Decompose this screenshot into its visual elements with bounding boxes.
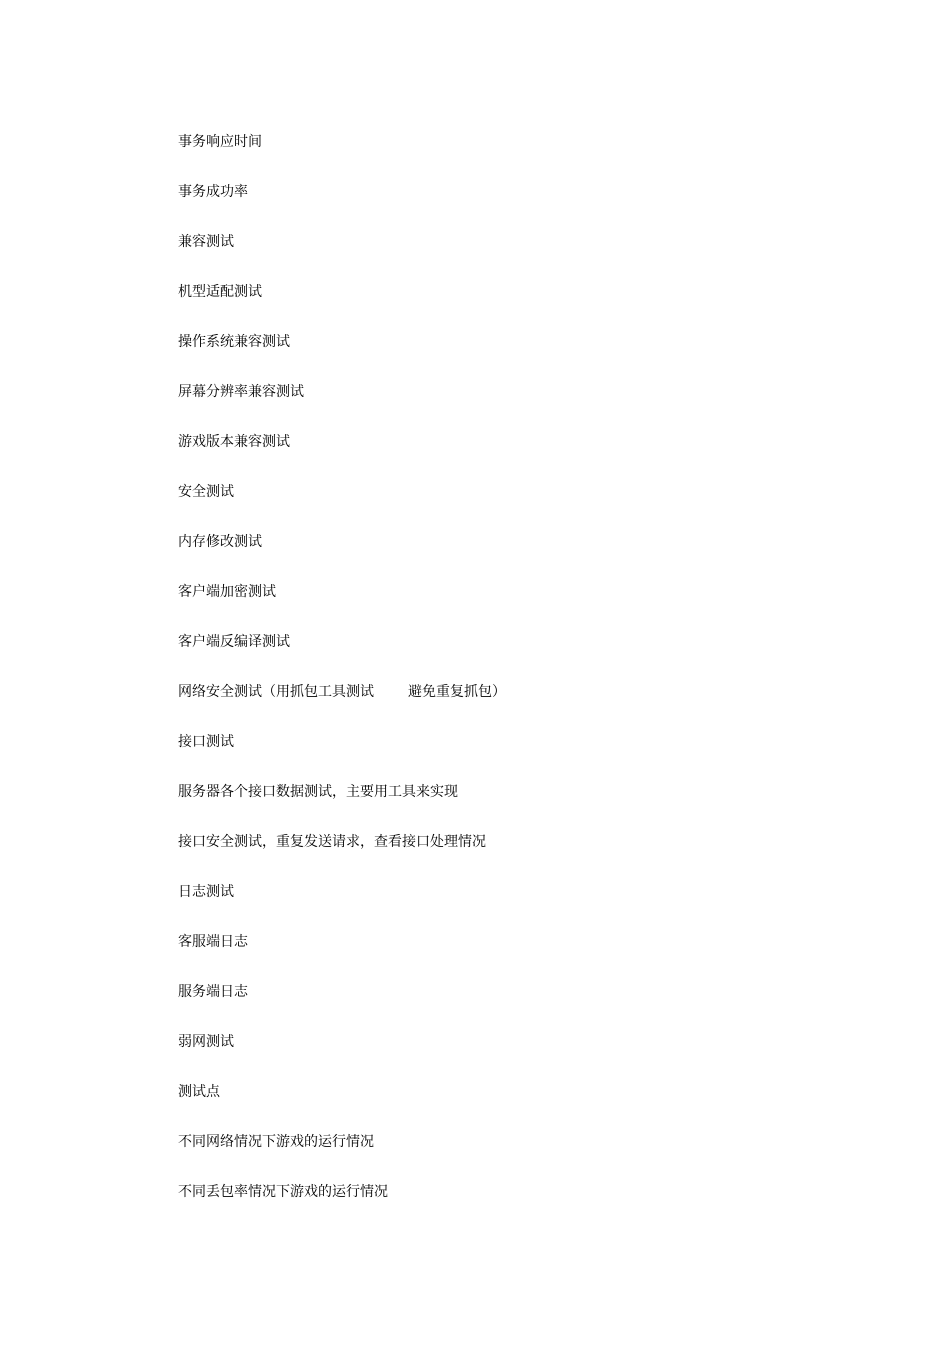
line-text: 不同丢包率情况下游戏的运行情况 [178,1184,388,1200]
line-server-log [178,981,898,1031]
line-packet-loss-conditions [178,1181,898,1231]
line-transaction-success-rate [178,181,898,231]
line-interface-security-testing [178,831,898,881]
line-transaction-response-time [178,131,898,181]
line-resolution-compatibility-testing [178,381,898,431]
line-os-compatibility-testing [178,331,898,381]
line-interface-testing [178,731,898,781]
line-text: 测试点 [178,1084,220,1100]
line-text: 服务端日志 [178,984,248,1000]
line-text: 弱网测试 [178,1034,234,1050]
line-text: 游戏版本兼容测试 [178,434,290,450]
line-text: 操作系统兼容测试 [178,334,290,350]
line-memory-modification-testing [178,531,898,581]
line-text: 网络安全测试（用抓包工具测试 [178,684,374,700]
line-weak-network-testing [178,1031,898,1081]
line-text-suffix: 避免重复抓包） [408,684,506,700]
line-log-testing [178,881,898,931]
line-server-interface-data-testing [178,781,898,831]
line-text: 兼容测试 [178,234,234,250]
line-test-points [178,1081,898,1131]
line-text: 日志测试 [178,884,234,900]
line-text: 不同网络情况下游戏的运行情况 [178,1134,374,1150]
text-lines [178,131,898,1231]
line-text: 内存修改测试 [178,534,262,550]
line-client-encryption-testing [178,581,898,631]
line-text: 安全测试 [178,484,234,500]
line-device-adaptation-testing [178,281,898,331]
line-security-testing [178,481,898,531]
line-text: 服务器各个接口数据测试，主要用工具来实现 [178,784,458,800]
line-network-conditions [178,1131,898,1181]
line-text: 机型适配测试 [178,284,262,300]
line-text: 屏幕分辨率兼容测试 [178,384,304,400]
line-text: 接口安全测试，重复发送请求，查看接口处理情况 [178,834,486,850]
line-text: 事务成功率 [178,184,248,200]
line-compatibility-testing [178,231,898,281]
line-text: 事务响应时间 [178,134,262,150]
line-game-version-compatibility-testing [178,431,898,481]
line-network-security-testing [178,681,898,731]
line-text: 客户端加密测试 [178,584,276,600]
line-client-log [178,931,898,981]
line-text: 客服端日志 [178,934,248,950]
line-text: 接口测试 [178,734,234,750]
line-client-decompile-testing [178,631,898,681]
line-text: 客户端反编译测试 [178,634,290,650]
